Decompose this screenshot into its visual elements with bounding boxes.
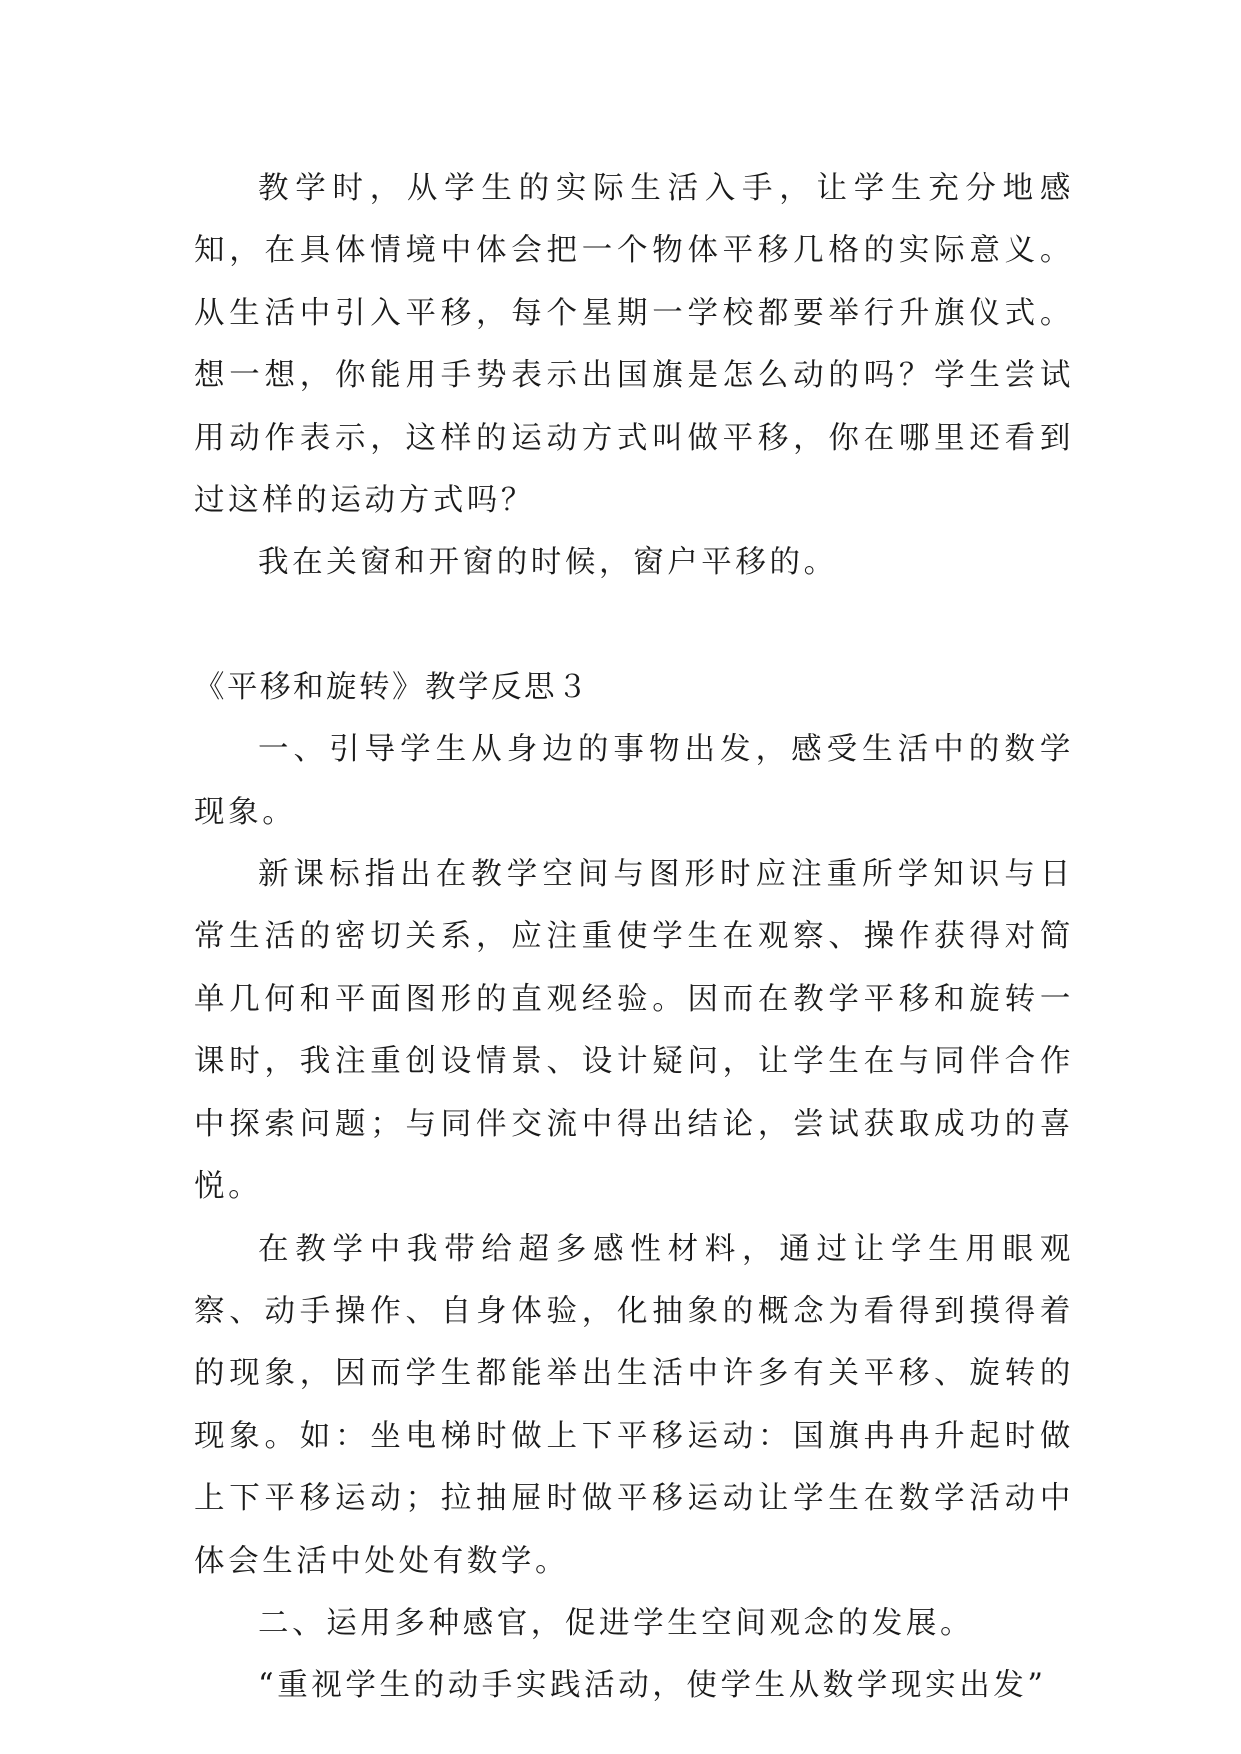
- paragraph-materials: 在教学中我带给超多感性材料，通过让学生用眼观察、动手操作、自身体验，化抽象的概念为看得到摸得着的现象，因而学生都能举出生活中许多有关平移、旋转的现象。如：坐电梯时做上下平移运动：国旗冉冉升起时做上下平移运动；拉抽屉时做平移运动让学生在数学活动中体会生活中处处有数学。: [194, 1231, 1074, 1579]
- paragraph-curriculum: 新课标指出在教学空间与图形时应注重所学知识与日常生活的密切关系，应注重使学生在观察、操作获得对简单几何和平面图形的直观经验。因而在教学平移和旋转一课时，我注重创设情景、设计疑问，让学生在与同伴合作中探索问题；与同伴交流中得出结论，尝试获取成功的喜悦。: [194, 857, 1074, 1205]
- section-title: 《平移和旋转》教学反思３: [194, 669, 590, 705]
- paragraph-window-example: 我在关窗和开窗的时候，窗户平移的。: [258, 545, 838, 581]
- paragraph-quote: “重视学生的动手实践活动，使学生从数学现实出发”: [258, 1668, 1047, 1704]
- paragraph-point-two: 二、运用多种感官，促进学生空间观念的发展。: [258, 1605, 975, 1641]
- paragraph-point-one: 一、引导学生从身边的事物出发，感受生活中的数学现象。: [194, 732, 1074, 830]
- paragraph-teaching-life: 教学时，从学生的实际生活入手，让学生充分地感知，在具体情境中体会把一个物体平移几格的实际意义。从生活中引入平移，每个星期一学校都要举行升旗仪式。想一想，你能用手势表示出国旗是怎么动的吗？学生尝试用动作表示，这样的运动方式叫做平移，你在哪里还看到过这样的运动方式吗？: [194, 171, 1074, 519]
- document-body: [194, 158, 1074, 1718]
